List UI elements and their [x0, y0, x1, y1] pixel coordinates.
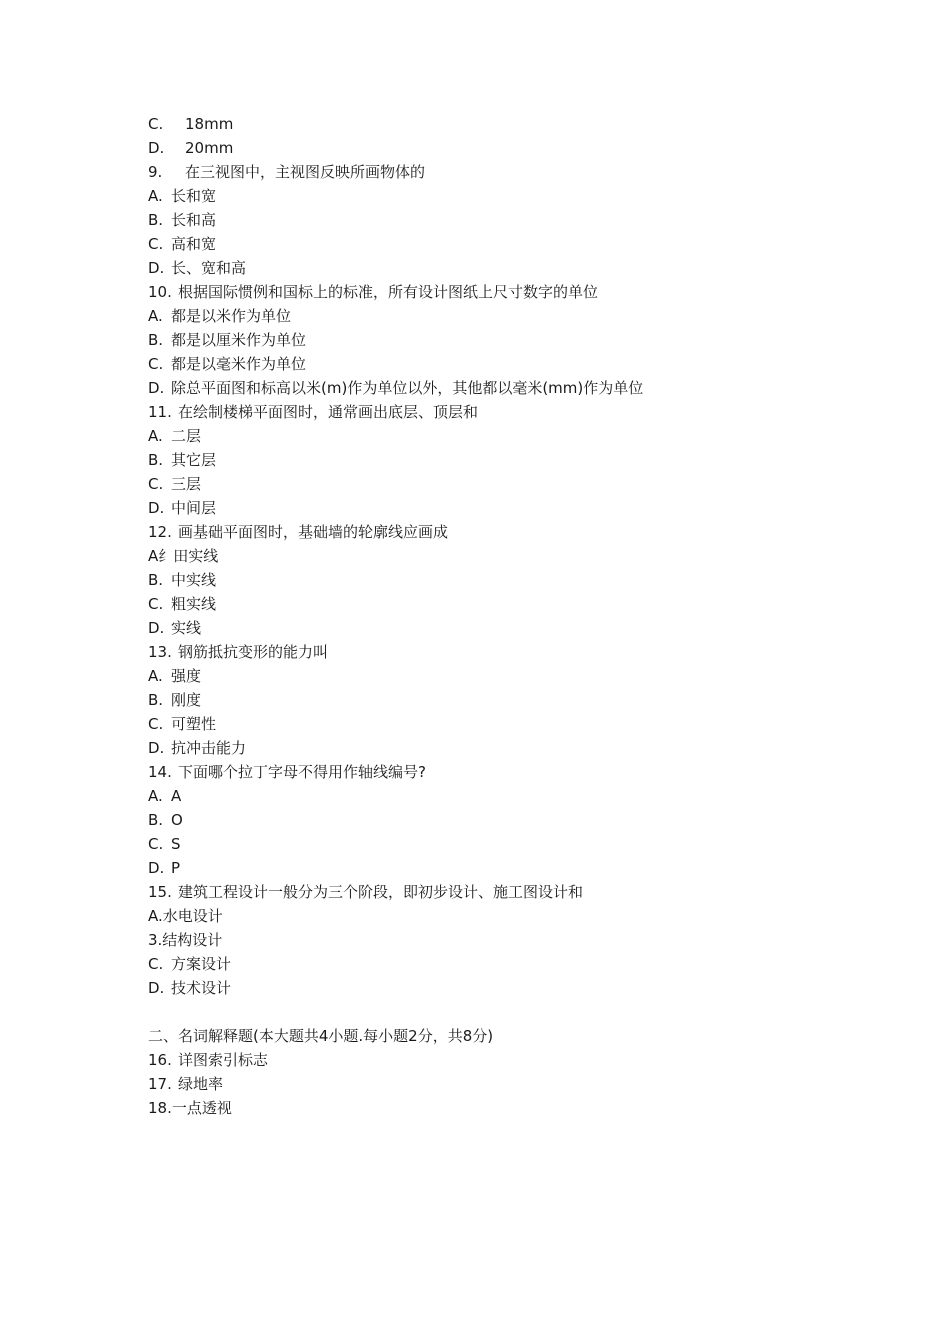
option-line [148, 232, 848, 256]
option-letter: D. [148, 259, 165, 277]
option-line [148, 304, 848, 328]
question-text: 详图索引标志 [178, 1051, 269, 1069]
option-text: 都是以厘米作为单位 [171, 331, 307, 349]
option-line [148, 664, 848, 688]
option-line [148, 328, 848, 352]
option-letter: D. [148, 859, 165, 877]
option-line [148, 808, 848, 832]
option-letter: C. [148, 235, 164, 253]
question-line [148, 760, 848, 784]
question-line [148, 1072, 848, 1096]
line-text: 18.一点透视 [148, 1099, 232, 1117]
option-text: 抗冲击能力 [171, 739, 247, 757]
option-text: P [171, 859, 181, 877]
option-line [148, 592, 848, 616]
question-number: 13. [148, 643, 172, 661]
option-letter: D. [148, 979, 165, 997]
question-line [148, 520, 848, 544]
option-letter: A. [148, 427, 163, 445]
option-letter: A. [148, 787, 163, 805]
option-text: 强度 [171, 667, 202, 685]
question-number: 10. [148, 283, 172, 301]
question-number: 17. [148, 1075, 172, 1093]
option-letter: B. [148, 571, 164, 589]
option-letter: B. [148, 451, 164, 469]
option-letter: D. [148, 739, 165, 757]
question-text: 绿地率 [178, 1075, 224, 1093]
option-line [148, 184, 848, 208]
question-number: 14. [148, 763, 172, 781]
option-text: 中实线 [171, 571, 217, 589]
question-text: 画基础平面图时，基础墙的轮廓线应画成 [178, 523, 449, 541]
option-line [148, 736, 848, 760]
question-text: 根据国际惯例和国标上的标准，所有设计图纸上尺寸数字的单位 [178, 283, 599, 301]
option-line [148, 856, 848, 880]
option-line [148, 952, 848, 976]
option-text: 中间层 [171, 499, 217, 517]
option-letter: B. [148, 811, 164, 829]
option-text: 粗实线 [171, 595, 217, 613]
option-line [148, 424, 848, 448]
question-text: 钢筋抵抗变形的能力叫 [178, 643, 329, 661]
option-line [148, 112, 848, 136]
line-text: 二、名词解释题(本大题共4小题.每小题2分，共8分) [148, 1027, 494, 1045]
option-line [148, 448, 848, 472]
option-line [148, 976, 848, 1000]
question-line [148, 880, 848, 904]
option-text: S [171, 835, 181, 853]
option-text: 可塑性 [171, 715, 217, 733]
question-line [148, 280, 848, 304]
option-text: 实线 [171, 619, 202, 637]
option-letter: C. [148, 115, 164, 133]
option-letter: B. [148, 211, 164, 229]
option-line [148, 136, 848, 160]
text-line [148, 544, 848, 568]
text-line [148, 904, 848, 928]
question-line [148, 640, 848, 664]
option-text: 刚度 [171, 691, 202, 709]
option-line [148, 832, 848, 856]
option-letter: A. [148, 187, 163, 205]
line-text: A.水电设计 [148, 907, 223, 925]
option-text: 二层 [171, 427, 202, 445]
document-body [148, 112, 848, 1120]
question-number: 15. [148, 883, 172, 901]
line-text: 3.结构设计 [148, 931, 223, 949]
option-text: 18mm [185, 115, 234, 133]
option-text: 长和宽 [171, 187, 217, 205]
question-text: 下面哪个拉丁字母不得用作轴线编号? [178, 763, 426, 781]
option-text: 除总平面图和标高以米(m)作为单位以外，其他都以毫米(mm)作为单位 [171, 379, 644, 397]
option-letter: C. [148, 955, 164, 973]
option-letter: D. [148, 379, 165, 397]
option-text: A [171, 787, 182, 805]
text-line [148, 928, 848, 952]
option-letter: D. [148, 499, 165, 517]
text-line [148, 1096, 848, 1120]
option-text: 方案设计 [171, 955, 232, 973]
question-line [148, 1048, 848, 1072]
option-letter: C. [148, 595, 164, 613]
option-line [148, 784, 848, 808]
option-letter: C. [148, 715, 164, 733]
option-text: 三层 [171, 475, 202, 493]
option-letter: C. [148, 355, 164, 373]
question-number: 12. [148, 523, 172, 541]
line-text: A纟田实线 [148, 547, 219, 565]
question-number: 9. [148, 163, 163, 181]
option-text: 都是以毫米作为单位 [171, 355, 307, 373]
option-text: O [171, 811, 183, 829]
option-text: 都是以米作为单位 [171, 307, 292, 325]
question-text: 在绘制楼梯平面图时，通常画出底层、顶层和 [178, 403, 479, 421]
option-text: 长和高 [171, 211, 217, 229]
option-letter: C. [148, 475, 164, 493]
option-letter: C. [148, 835, 164, 853]
option-line [148, 688, 848, 712]
question-number: 16. [148, 1051, 172, 1069]
option-line [148, 352, 848, 376]
option-line [148, 616, 848, 640]
option-letter: A. [148, 667, 163, 685]
option-letter: A. [148, 307, 163, 325]
question-number: 11. [148, 403, 172, 421]
option-text: 其它层 [171, 451, 217, 469]
option-line [148, 496, 848, 520]
option-line [148, 712, 848, 736]
option-letter: B. [148, 691, 164, 709]
option-letter: D. [148, 139, 165, 157]
option-text: 技术设计 [171, 979, 232, 997]
option-line [148, 208, 848, 232]
option-text: 高和宽 [171, 235, 217, 253]
option-line [148, 568, 848, 592]
blank-line [148, 1000, 848, 1024]
option-letter: D. [148, 619, 165, 637]
question-line [148, 160, 848, 184]
option-line [148, 256, 848, 280]
text-line [148, 1024, 848, 1048]
option-text: 20mm [185, 139, 234, 157]
question-text: 建筑工程设计一般分为三个阶段，即初步设计、施工图设计和 [178, 883, 584, 901]
option-letter: B. [148, 331, 164, 349]
question-text: 在三视图中，主视图反映所画物体的 [185, 163, 426, 181]
question-line [148, 400, 848, 424]
option-line [148, 472, 848, 496]
option-line [148, 376, 848, 400]
option-text: 长、宽和高 [171, 259, 247, 277]
